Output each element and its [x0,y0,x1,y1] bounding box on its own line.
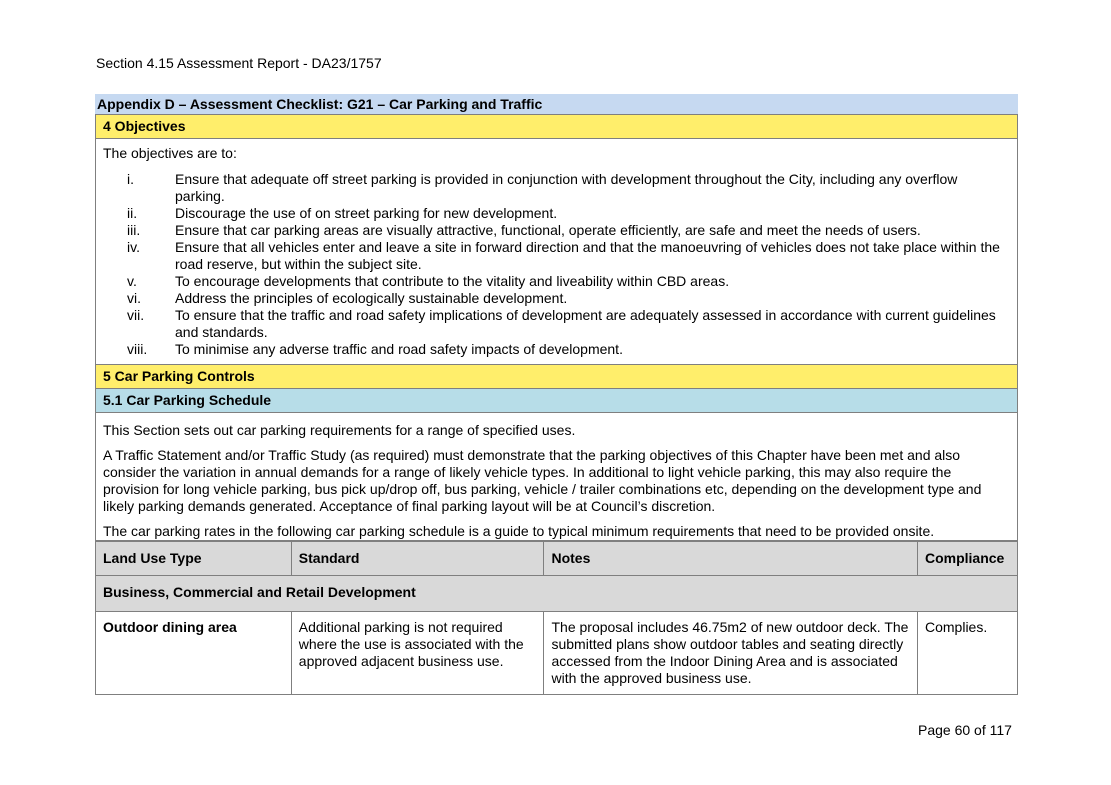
table-row [96,612,1018,695]
cell-notes: The proposal includes 46.75m2 of new outdoor deck. The submitted plans show outdoor tables and seating directly accessed from the Indoor Dining Area and is associated with the approved business use. [544,612,918,695]
objective-number: vi. [127,290,141,306]
schedule-para-2: A Traffic Statement and/or Traffic Study (as required) must demonstrate that the parking objectives of this Chapter have been met and also consider the variation in annual demands for a range of likely vehicle types. In additional to light vehicle parking, this may also require the provision for long vehicle parking, bus pick up/drop off, bus parking, vehicle / trailer combinations etc, depending on the development type and likely parking demands generated. Acceptance of final parking layout will be at Council’s discretion. [103,447,982,514]
parking-schedule-table [95,541,1018,695]
objective-text: To encourage developments that contribute to the vitality and liveability within CBD areas. [175,273,730,289]
appendix-title: Appendix D – Assessment Checklist: G21 – Car Parking and Traffic [95,94,1018,114]
objective-item [103,171,1010,205]
report-header: Section 4.15 Assessment Report - DA23/1757 [96,55,382,71]
cell-land-use: Outdoor dining area [96,612,292,695]
cell-compliance: Complies. [917,612,1017,695]
col-standard: Standard [291,542,544,576]
table-header-row [96,542,1018,576]
col-notes: Notes [544,542,918,576]
assessment-checklist [95,94,1018,695]
col-land-use-type: Land Use Type [96,542,292,576]
objective-number: ii. [127,205,138,221]
objective-text: Ensure that all vehicles enter and leave a site in forward direction and that the manoeuvring of vehicles does not take place within the road reserve, but within the subject site. [175,239,1000,272]
objective-text: Discourage the use of on street parking for new development. [175,205,558,221]
group-label: Business, Commercial and Retail Development [96,576,1018,612]
objective-text: Ensure that car parking areas are visually attractive, functional, operate efficiently, are safe and meet the needs of users. [175,222,921,238]
objective-text: To ensure that the traffic and road safety implications of development are adequately assessed in accordance with current guidelines and standards. [175,307,996,340]
objectives-list [103,171,1010,358]
objectives-heading: 4 Objectives [95,114,1018,139]
objective-item [103,290,1010,307]
objective-number: vii. [127,307,145,323]
objective-text: To minimise any adverse traffic and road safety impacts of development. [175,341,623,357]
controls-heading: 5 Car Parking Controls [95,365,1018,389]
objective-number: iii. [127,222,141,238]
objective-item [103,307,1010,341]
col-compliance: Compliance [917,542,1017,576]
objective-number: iv. [127,239,140,255]
cell-standard: Additional parking is not required where the use is associated with the approved adjacent business use. [291,612,544,695]
objective-item [103,341,1010,358]
objective-item [103,273,1010,290]
objective-number: viii. [127,341,148,357]
objectives-intro: The objectives are to: [103,145,237,161]
schedule-para-1: This Section sets out car parking requirements for a range of specified uses. [103,422,576,438]
group-row [96,576,1018,612]
objective-number: v. [127,273,137,289]
objective-item [103,239,1010,273]
schedule-text [95,413,1018,541]
schedule-heading: 5.1 Car Parking Schedule [95,389,1018,413]
objective-item [103,205,1010,222]
objective-text: Address the principles of ecologically sustainable development. [175,290,568,306]
page-number: Page 60 of 117 [918,722,1012,738]
objective-number: i. [127,171,134,187]
schedule-para-3: The car parking rates in the following car parking schedule is a guide to typical minimum requirements that need to be provided onsite. [103,523,935,539]
objectives-box [95,139,1018,365]
objective-text: Ensure that adequate off street parking is provided in conjunction with development throughout the City, including any overflow parking. [175,171,958,204]
objective-item [103,222,1010,239]
